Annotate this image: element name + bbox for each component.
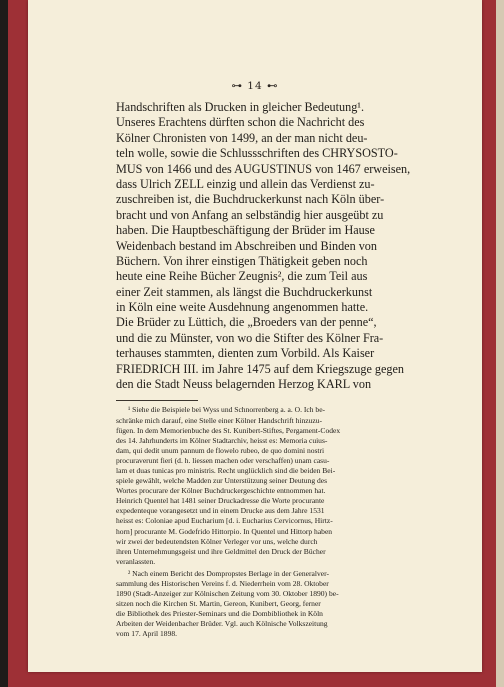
footnote-line: horn] procurante M. Godefrido Hittorpio. In Quentel und Hittorp haben (116, 526, 333, 536)
footnote-line: ihren Unternehmungsgeist und ihre Geldmittel den Druck der Bücher (116, 546, 326, 556)
body-line: zuschreiben ist, die Buchdruckerkunst nach Köln über- (116, 192, 385, 207)
page-number: ⊶ 14 ⊷ (231, 80, 279, 92)
body-line: dass Ulrich ZELL einzig und allein das Verdienst zu- (116, 176, 375, 191)
body-line: heute eine Reihe Bücher Zeugnis², die zum Teil aus (116, 269, 368, 284)
body-line: den die Stadt Neuss belagernden Herzog KARL von (116, 377, 372, 392)
footnote-line: die Bibliothek des Priester-Seminars und die Dombibliothek in Köln (116, 609, 323, 619)
footnote-line: ¹ Siehe die Beispiele bei Wyss und Schnorrenberg a. a. O. Ich be- (128, 405, 326, 415)
footnote-line: expedenteque vorangesetzt und in einem Drucke aus dem Jahre 1531 (116, 506, 325, 516)
body-line: teln wolle, sowie die Schlussschriften des CHRYSOSTO- (116, 146, 398, 161)
body-line: Kölner Chronisten von 1499, an der man nicht deu- (116, 130, 368, 145)
body-line: haben. Die Hauptbeschäftigung der Brüder im Hause (116, 223, 375, 238)
body-line: terhauses stammten, dienten zum Vorbild. Als Kaiser (116, 346, 375, 361)
footnote-rule (116, 400, 198, 401)
footnote-line: heisst es: Coloniae apud Eucharium [d. i. Eucharius Cervicornus, Hirtz- (116, 516, 333, 526)
footnote-line: dam, qui dedit unum pannum de flowelo rubeo, de quo domini nostri (116, 445, 325, 455)
footnote-line: Arbeiten der Weidenbacher Brüder. Vgl. auch Kölnische Volkszeitung (116, 619, 328, 629)
scan-background (0, 0, 8, 687)
footnote-line: fügen. In dem Memorienbuche des St. Kunibert-Stiftes, Pergament-Codex (116, 425, 341, 435)
footnote-line: Heinrich Quentel hat 1481 seiner Druckadresse die Worte procurante (116, 496, 325, 506)
footnote-line: sammlung des Historischen Vereins f. d. Niederrhein vom 28. Oktober (116, 579, 329, 589)
footnote-line: Wortes procurare der Kölner Buchdruckergeschichte entnommen hat. (116, 486, 326, 496)
body-line: Büchern. Von ihrer einstigen Thätigkeit geben noch (116, 253, 368, 268)
body-line: FRIEDRICH III. im Jahre 1475 auf dem Kriegszuge gegen (116, 361, 405, 376)
body-line: in Köln eine weite Ausdehnung angenommen hatte. (116, 300, 369, 315)
body-line: und die zu Münster, von wo die Stifter des Kölner Fra- (116, 330, 384, 345)
body-text (116, 100, 438, 392)
footnote-line: wir zwei der bedeutendsten Kölner Verleger vor uns, welche durch (116, 536, 318, 546)
footnote-line: vom 17. April 1898. (116, 629, 178, 639)
body-line: Unseres Erachtens dürften schon die Nachricht des (116, 115, 365, 130)
footnote-line: 1890 (Stadt-Anzeiger zur Kölnischen Zeitung vom 30. Oktober 1890) be- (116, 589, 339, 599)
footnote-line: sitzen noch die Kirchen St. Martin, Gereon, Kunibert, Georg, ferner (116, 599, 321, 609)
footnote-1 (116, 405, 438, 567)
body-line: Die Brüder zu Lüttich, die „Broeders van der penne“, (116, 315, 377, 330)
body-line: bracht und von Anfang an selbständig hier ausgeübt zu (116, 207, 384, 222)
body-line: Weidenbach bestand im Abschreiben und Binden von (116, 238, 377, 253)
body-line: einer Zeit stammen, als längst die Buchdruckerkunst (116, 284, 373, 299)
footnote-line: procuraverunt fieri (d. h. liessen machen oder verschaffen) unam casu- (116, 455, 330, 465)
footnote-line: schränke mich darauf, eine Stelle einer Kölner Handschrift hinzuzu- (116, 415, 322, 425)
footnote-line: veranlassten. (116, 556, 156, 566)
footnote-line: des 14. Jahrhunderts im Kölner Stadtarchiv, heisst es: Memoria cuius- (116, 435, 328, 445)
footnote-line: ² Nach einem Bericht des Dompropstes Berlage in der Generalver- (128, 568, 329, 578)
footnote-line: lam et duas tunicas pro ministris. Recht unglücklich sind die beiden Bei- (116, 465, 336, 475)
book-page (28, 0, 482, 672)
footnote-2 (116, 569, 438, 640)
body-line: MUS von 1466 und des AUGUSTINUS von 1467 erweisen, (116, 161, 411, 176)
footnote-line: spiele gewählt, welche Madden zur Unterstützung seiner Deutung des (116, 476, 328, 486)
text-block (116, 100, 438, 640)
binding-edge (496, 0, 504, 687)
body-line: Handschriften als Drucken in gleicher Bedeutung¹. (116, 100, 364, 114)
